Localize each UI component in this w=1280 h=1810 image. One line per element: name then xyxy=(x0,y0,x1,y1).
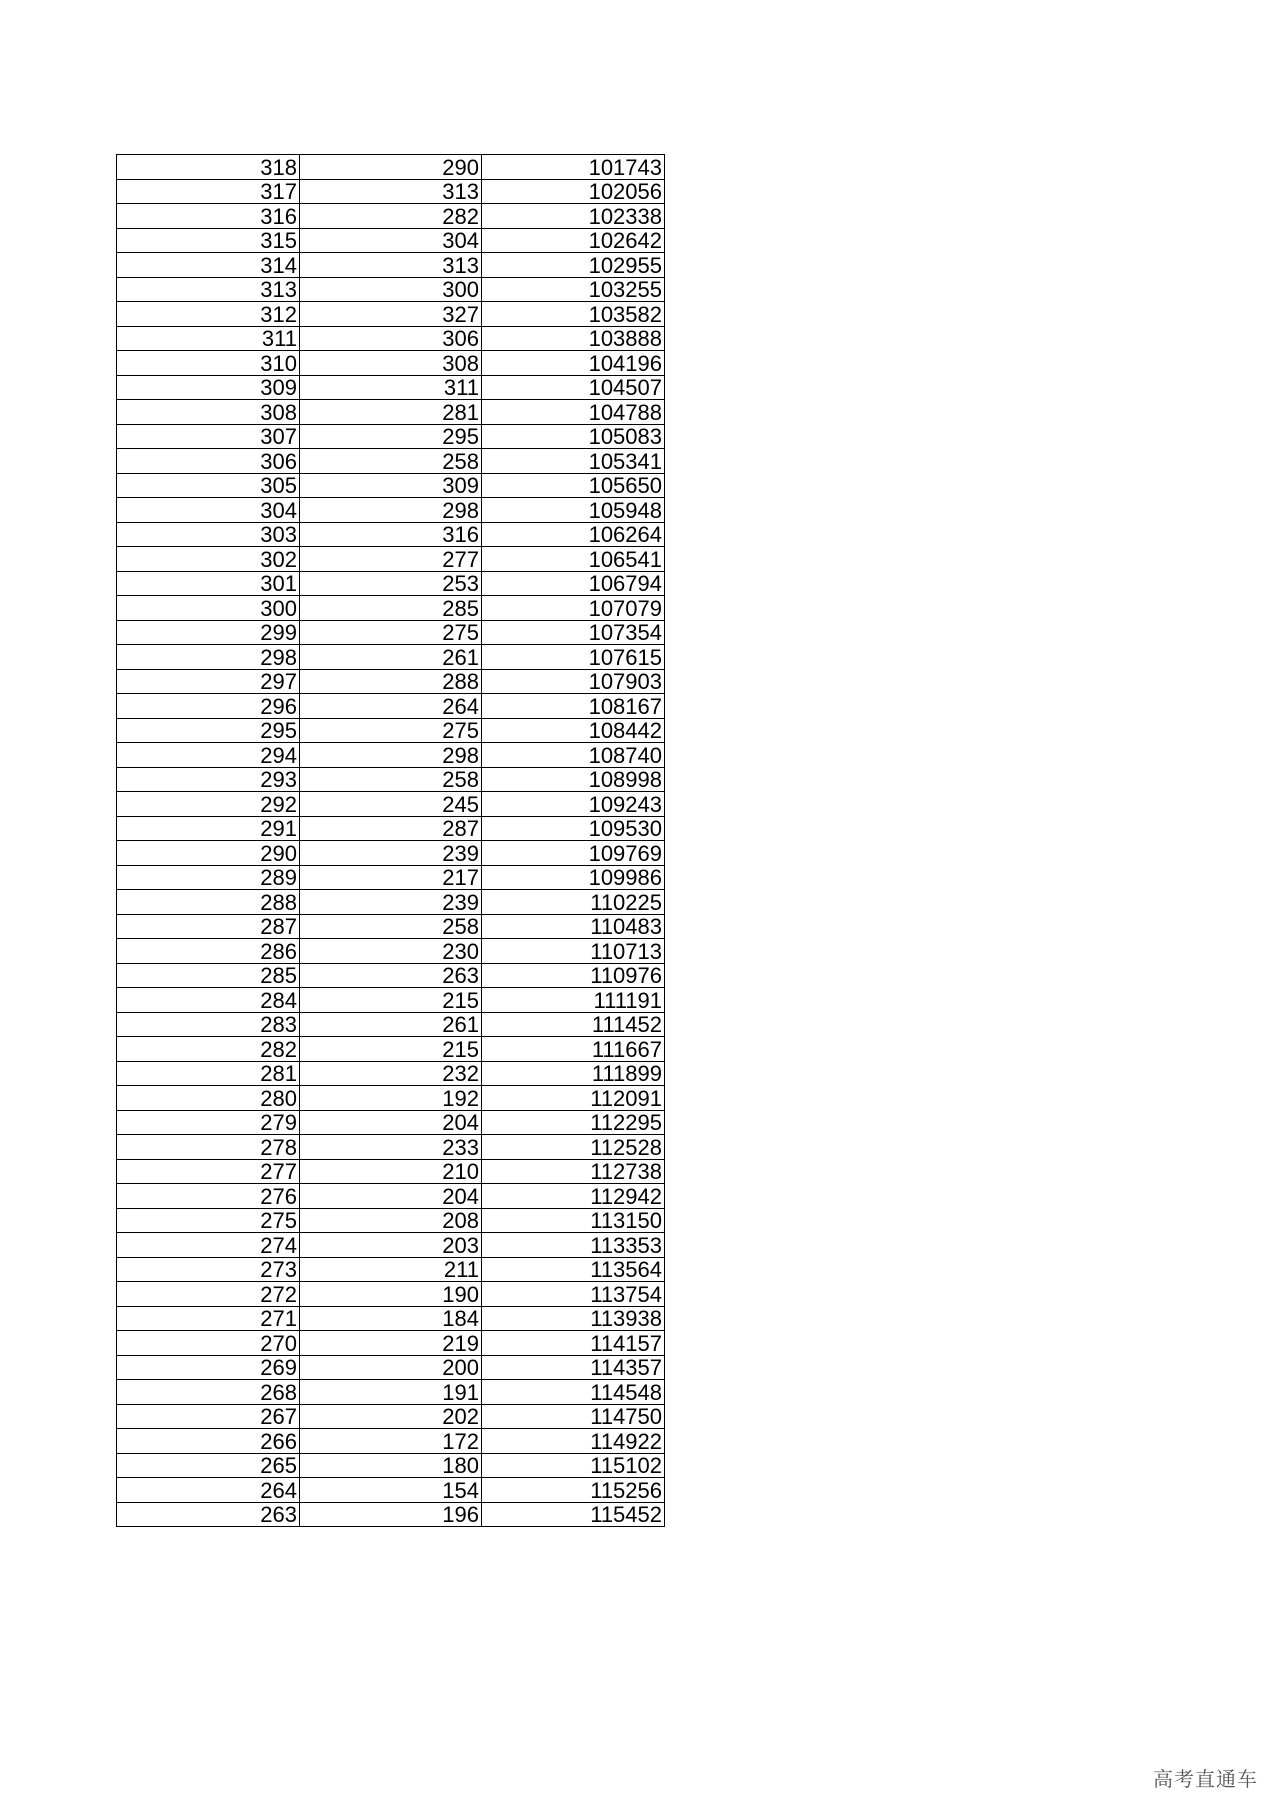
score-cell: 264 xyxy=(117,1478,300,1503)
count-cell: 258 xyxy=(300,914,482,939)
count-cell: 211 xyxy=(300,1257,482,1282)
cumulative-cell: 106264 xyxy=(482,522,665,547)
count-cell: 264 xyxy=(300,694,482,719)
count-cell: 309 xyxy=(300,473,482,498)
table-row xyxy=(117,1478,665,1503)
table-row xyxy=(117,1404,665,1429)
score-cell: 272 xyxy=(117,1282,300,1307)
table-row xyxy=(117,473,665,498)
score-cell: 310 xyxy=(117,351,300,376)
table-row xyxy=(117,767,665,792)
table-row xyxy=(117,571,665,596)
score-cell: 308 xyxy=(117,400,300,425)
cumulative-cell: 112295 xyxy=(482,1110,665,1135)
score-cell: 283 xyxy=(117,1012,300,1037)
cumulative-cell: 112738 xyxy=(482,1159,665,1184)
cumulative-cell: 102056 xyxy=(482,179,665,204)
cumulative-cell: 105341 xyxy=(482,449,665,474)
table-row xyxy=(117,1257,665,1282)
table-row xyxy=(117,792,665,817)
score-cell: 280 xyxy=(117,1086,300,1111)
cumulative-cell: 103582 xyxy=(482,302,665,327)
count-cell: 190 xyxy=(300,1282,482,1307)
table-row xyxy=(117,743,665,768)
cumulative-cell: 113754 xyxy=(482,1282,665,1307)
cumulative-cell: 107903 xyxy=(482,669,665,694)
table-row xyxy=(117,596,665,621)
cumulative-cell: 109530 xyxy=(482,816,665,841)
cumulative-cell: 114157 xyxy=(482,1331,665,1356)
cumulative-cell: 103255 xyxy=(482,277,665,302)
score-cell: 306 xyxy=(117,449,300,474)
score-cell: 299 xyxy=(117,620,300,645)
cumulative-cell: 112942 xyxy=(482,1184,665,1209)
table-row xyxy=(117,400,665,425)
count-cell: 232 xyxy=(300,1061,482,1086)
table-row xyxy=(117,424,665,449)
cumulative-cell: 105650 xyxy=(482,473,665,498)
score-cell: 287 xyxy=(117,914,300,939)
score-cell: 263 xyxy=(117,1502,300,1527)
table-row xyxy=(117,1037,665,1062)
cumulative-cell: 101743 xyxy=(482,155,665,180)
table-row xyxy=(117,1282,665,1307)
cumulative-cell: 114548 xyxy=(482,1380,665,1405)
score-cell: 300 xyxy=(117,596,300,621)
table-row xyxy=(117,1355,665,1380)
count-cell: 327 xyxy=(300,302,482,327)
score-cell: 298 xyxy=(117,645,300,670)
score-cell: 291 xyxy=(117,816,300,841)
count-cell: 233 xyxy=(300,1135,482,1160)
score-cell: 269 xyxy=(117,1355,300,1380)
score-cell: 312 xyxy=(117,302,300,327)
count-cell: 180 xyxy=(300,1453,482,1478)
table-row xyxy=(117,1502,665,1527)
table-row xyxy=(117,1380,665,1405)
count-cell: 304 xyxy=(300,228,482,253)
table-row xyxy=(117,204,665,229)
table-row xyxy=(117,914,665,939)
count-cell: 290 xyxy=(300,155,482,180)
count-cell: 313 xyxy=(300,179,482,204)
table-row xyxy=(117,669,665,694)
count-cell: 311 xyxy=(300,375,482,400)
table-row xyxy=(117,1086,665,1111)
score-cell: 296 xyxy=(117,694,300,719)
cumulative-cell: 102955 xyxy=(482,253,665,278)
cumulative-cell: 106541 xyxy=(482,547,665,572)
table-body xyxy=(117,155,665,1527)
count-cell: 200 xyxy=(300,1355,482,1380)
count-cell: 192 xyxy=(300,1086,482,1111)
count-cell: 239 xyxy=(300,841,482,866)
count-cell: 191 xyxy=(300,1380,482,1405)
table-row xyxy=(117,547,665,572)
cumulative-cell: 108167 xyxy=(482,694,665,719)
count-cell: 308 xyxy=(300,351,482,376)
score-cell: 277 xyxy=(117,1159,300,1184)
score-cell: 285 xyxy=(117,963,300,988)
score-cell: 292 xyxy=(117,792,300,817)
count-cell: 202 xyxy=(300,1404,482,1429)
cumulative-cell: 114922 xyxy=(482,1429,665,1454)
score-cell: 305 xyxy=(117,473,300,498)
cumulative-cell: 104507 xyxy=(482,375,665,400)
table-row xyxy=(117,1159,665,1184)
count-cell: 275 xyxy=(300,718,482,743)
cumulative-cell: 108998 xyxy=(482,767,665,792)
count-cell: 154 xyxy=(300,1478,482,1503)
cumulative-cell: 108740 xyxy=(482,743,665,768)
table-row xyxy=(117,841,665,866)
table-row xyxy=(117,302,665,327)
count-cell: 204 xyxy=(300,1110,482,1135)
count-cell: 215 xyxy=(300,988,482,1013)
watermark-text: 高考直通车 xyxy=(1153,1767,1258,1791)
count-cell: 313 xyxy=(300,253,482,278)
count-cell: 245 xyxy=(300,792,482,817)
count-cell: 203 xyxy=(300,1233,482,1258)
count-cell: 219 xyxy=(300,1331,482,1356)
count-cell: 306 xyxy=(300,326,482,351)
score-cell: 313 xyxy=(117,277,300,302)
cumulative-cell: 102338 xyxy=(482,204,665,229)
table-row xyxy=(117,351,665,376)
table-row xyxy=(117,1429,665,1454)
score-cell: 274 xyxy=(117,1233,300,1258)
cumulative-cell: 109769 xyxy=(482,841,665,866)
score-cell: 276 xyxy=(117,1184,300,1209)
count-cell: 217 xyxy=(300,865,482,890)
cumulative-cell: 106794 xyxy=(482,571,665,596)
count-cell: 316 xyxy=(300,522,482,547)
count-cell: 277 xyxy=(300,547,482,572)
score-cell: 304 xyxy=(117,498,300,523)
score-cell: 297 xyxy=(117,669,300,694)
count-cell: 298 xyxy=(300,498,482,523)
cumulative-cell: 103888 xyxy=(482,326,665,351)
count-cell: 172 xyxy=(300,1429,482,1454)
table-row xyxy=(117,1453,665,1478)
score-cell: 289 xyxy=(117,865,300,890)
table-row xyxy=(117,694,665,719)
count-cell: 261 xyxy=(300,1012,482,1037)
count-cell: 215 xyxy=(300,1037,482,1062)
score-cell: 314 xyxy=(117,253,300,278)
table-row xyxy=(117,522,665,547)
cumulative-cell: 112091 xyxy=(482,1086,665,1111)
score-cell: 302 xyxy=(117,547,300,572)
table-row xyxy=(117,179,665,204)
count-cell: 298 xyxy=(300,743,482,768)
count-cell: 258 xyxy=(300,767,482,792)
count-cell: 253 xyxy=(300,571,482,596)
score-cell: 281 xyxy=(117,1061,300,1086)
score-cell: 301 xyxy=(117,571,300,596)
table-row xyxy=(117,1135,665,1160)
cumulative-cell: 110713 xyxy=(482,939,665,964)
score-cell: 307 xyxy=(117,424,300,449)
count-cell: 230 xyxy=(300,939,482,964)
count-cell: 295 xyxy=(300,424,482,449)
cumulative-cell: 113353 xyxy=(482,1233,665,1258)
table-row xyxy=(117,963,665,988)
cumulative-cell: 114357 xyxy=(482,1355,665,1380)
cumulative-cell: 105948 xyxy=(482,498,665,523)
cumulative-cell: 105083 xyxy=(482,424,665,449)
cumulative-cell: 107354 xyxy=(482,620,665,645)
cumulative-cell: 109243 xyxy=(482,792,665,817)
cumulative-cell: 104788 xyxy=(482,400,665,425)
score-cell: 295 xyxy=(117,718,300,743)
cumulative-cell: 107079 xyxy=(482,596,665,621)
cumulative-cell: 114750 xyxy=(482,1404,665,1429)
score-cell: 267 xyxy=(117,1404,300,1429)
table-row xyxy=(117,988,665,1013)
count-cell: 261 xyxy=(300,645,482,670)
table-row xyxy=(117,1306,665,1331)
count-cell: 258 xyxy=(300,449,482,474)
cumulative-cell: 115102 xyxy=(482,1453,665,1478)
cumulative-cell: 113564 xyxy=(482,1257,665,1282)
score-cell: 311 xyxy=(117,326,300,351)
score-cell: 294 xyxy=(117,743,300,768)
table-row xyxy=(117,1184,665,1209)
cumulative-cell: 111191 xyxy=(482,988,665,1013)
cumulative-cell: 108442 xyxy=(482,718,665,743)
table-row xyxy=(117,1331,665,1356)
cumulative-cell: 115452 xyxy=(482,1502,665,1527)
cumulative-cell: 107615 xyxy=(482,645,665,670)
table-row xyxy=(117,326,665,351)
score-cell: 268 xyxy=(117,1380,300,1405)
score-cell: 286 xyxy=(117,939,300,964)
count-cell: 281 xyxy=(300,400,482,425)
table-row xyxy=(117,277,665,302)
score-distribution-table xyxy=(116,154,665,1527)
score-cell: 316 xyxy=(117,204,300,229)
table-row xyxy=(117,449,665,474)
score-cell: 318 xyxy=(117,155,300,180)
score-cell: 278 xyxy=(117,1135,300,1160)
cumulative-cell: 110225 xyxy=(482,890,665,915)
count-cell: 204 xyxy=(300,1184,482,1209)
score-cell: 273 xyxy=(117,1257,300,1282)
cumulative-cell: 111899 xyxy=(482,1061,665,1086)
table-row xyxy=(117,1061,665,1086)
table-row xyxy=(117,620,665,645)
table-row xyxy=(117,718,665,743)
score-cell: 309 xyxy=(117,375,300,400)
cumulative-cell: 111667 xyxy=(482,1037,665,1062)
table-row xyxy=(117,865,665,890)
count-cell: 210 xyxy=(300,1159,482,1184)
cumulative-cell: 113150 xyxy=(482,1208,665,1233)
count-cell: 285 xyxy=(300,596,482,621)
table-row xyxy=(117,228,665,253)
score-cell: 288 xyxy=(117,890,300,915)
table-row xyxy=(117,1233,665,1258)
table-row xyxy=(117,939,665,964)
table-row xyxy=(117,1012,665,1037)
cumulative-cell: 113938 xyxy=(482,1306,665,1331)
score-cell: 284 xyxy=(117,988,300,1013)
score-cell: 275 xyxy=(117,1208,300,1233)
score-cell: 290 xyxy=(117,841,300,866)
table-row xyxy=(117,816,665,841)
count-cell: 239 xyxy=(300,890,482,915)
cumulative-cell: 110483 xyxy=(482,914,665,939)
score-cell: 270 xyxy=(117,1331,300,1356)
count-cell: 288 xyxy=(300,669,482,694)
score-cell: 279 xyxy=(117,1110,300,1135)
count-cell: 300 xyxy=(300,277,482,302)
cumulative-cell: 109986 xyxy=(482,865,665,890)
count-cell: 263 xyxy=(300,963,482,988)
cumulative-cell: 112528 xyxy=(482,1135,665,1160)
score-cell: 266 xyxy=(117,1429,300,1454)
score-cell: 293 xyxy=(117,767,300,792)
table-row xyxy=(117,155,665,180)
table-row xyxy=(117,1208,665,1233)
score-cell: 271 xyxy=(117,1306,300,1331)
cumulative-cell: 115256 xyxy=(482,1478,665,1503)
score-cell: 315 xyxy=(117,228,300,253)
cumulative-cell: 104196 xyxy=(482,351,665,376)
cumulative-cell: 102642 xyxy=(482,228,665,253)
cumulative-cell: 111452 xyxy=(482,1012,665,1037)
table-row xyxy=(117,498,665,523)
score-cell: 282 xyxy=(117,1037,300,1062)
table-row xyxy=(117,375,665,400)
count-cell: 208 xyxy=(300,1208,482,1233)
table-row xyxy=(117,890,665,915)
score-cell: 303 xyxy=(117,522,300,547)
score-cell: 265 xyxy=(117,1453,300,1478)
table-row xyxy=(117,1110,665,1135)
count-cell: 282 xyxy=(300,204,482,229)
count-cell: 184 xyxy=(300,1306,482,1331)
score-cell: 317 xyxy=(117,179,300,204)
cumulative-cell: 110976 xyxy=(482,963,665,988)
count-cell: 275 xyxy=(300,620,482,645)
table-row xyxy=(117,645,665,670)
table-row xyxy=(117,253,665,278)
count-cell: 287 xyxy=(300,816,482,841)
count-cell: 196 xyxy=(300,1502,482,1527)
